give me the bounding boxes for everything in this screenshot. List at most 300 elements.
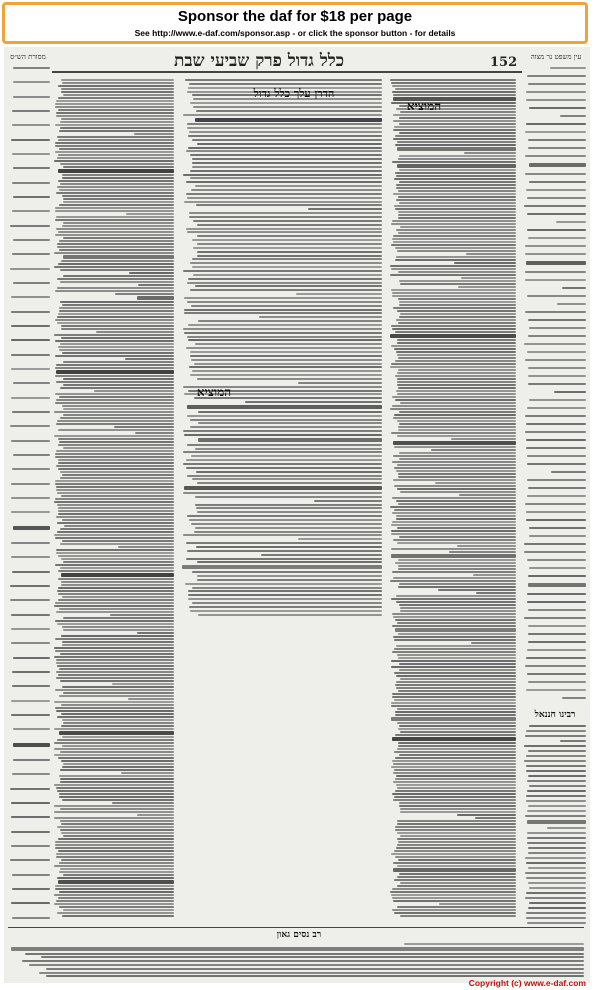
text-line xyxy=(397,823,516,825)
text-line xyxy=(12,888,50,890)
text-line xyxy=(190,355,382,357)
text-line xyxy=(525,155,586,157)
text-line xyxy=(187,282,382,284)
text-line xyxy=(392,220,516,222)
sponsor-banner-subtitle[interactable]: See http://www.e-daf.com/sponsor.asp - or click the sponsor button - for details xyxy=(134,28,456,38)
text-line xyxy=(391,325,516,327)
text-line xyxy=(528,641,586,643)
text-line xyxy=(61,325,174,327)
text-line xyxy=(526,765,586,767)
text-line xyxy=(60,343,174,345)
text-line xyxy=(185,583,382,585)
text-line xyxy=(56,115,174,117)
text-line xyxy=(55,564,174,566)
text-line xyxy=(187,415,382,417)
text-line xyxy=(396,256,516,258)
text-line xyxy=(392,396,517,398)
text-line xyxy=(12,253,50,255)
text-line xyxy=(527,197,586,199)
rashi-column xyxy=(390,79,516,919)
text-line xyxy=(399,754,516,756)
text-line xyxy=(461,277,516,279)
text-line xyxy=(528,139,586,141)
text-line xyxy=(396,601,517,603)
text-line xyxy=(55,367,174,369)
text-line xyxy=(57,790,174,792)
text-line xyxy=(112,802,174,804)
text-line xyxy=(526,261,586,265)
text-line xyxy=(58,897,174,899)
text-line xyxy=(399,663,516,665)
text-line xyxy=(55,207,174,209)
text-line xyxy=(60,387,174,389)
text-line xyxy=(57,287,174,289)
text-line xyxy=(57,492,174,494)
text-line xyxy=(187,405,382,409)
text-line xyxy=(55,142,174,144)
text-line xyxy=(526,862,586,864)
text-line xyxy=(560,115,586,117)
text-line xyxy=(60,127,174,129)
text-line xyxy=(22,960,584,962)
text-line xyxy=(525,245,586,247)
text-line xyxy=(13,526,50,530)
text-line xyxy=(59,349,174,351)
text-line xyxy=(398,357,516,359)
text-line xyxy=(59,668,174,670)
text-line xyxy=(197,482,382,484)
text-line xyxy=(58,587,174,589)
text-line xyxy=(10,859,50,861)
text-line xyxy=(11,296,50,298)
text-line xyxy=(457,814,516,816)
text-line xyxy=(11,642,50,644)
text-line xyxy=(554,391,586,393)
text-line xyxy=(63,414,174,416)
text-line xyxy=(58,555,174,557)
text-line xyxy=(198,422,382,424)
text-line xyxy=(11,845,50,847)
text-line xyxy=(10,268,50,270)
text-line xyxy=(11,700,50,702)
text-line xyxy=(390,891,516,893)
rashi-text-lines xyxy=(390,79,516,919)
text-line xyxy=(62,82,174,84)
text-line xyxy=(57,278,174,280)
text-line xyxy=(390,506,516,508)
text-line xyxy=(60,781,174,783)
text-line xyxy=(58,169,174,173)
text-line xyxy=(528,319,587,321)
text-line xyxy=(459,494,516,496)
text-line xyxy=(397,378,516,380)
text-line xyxy=(189,83,382,85)
text-line xyxy=(55,638,174,640)
text-line xyxy=(59,189,174,191)
text-line xyxy=(393,636,516,638)
text-line xyxy=(61,260,174,262)
rabbeinu-chananel-column xyxy=(524,725,586,925)
text-line xyxy=(397,876,516,878)
text-line xyxy=(55,340,174,342)
text-line xyxy=(396,681,516,683)
text-line xyxy=(56,381,174,383)
text-line xyxy=(12,468,50,470)
text-line xyxy=(63,408,174,410)
text-line xyxy=(62,745,174,747)
text-line xyxy=(55,375,174,377)
text-line xyxy=(59,307,174,309)
text-line xyxy=(57,877,174,879)
text-line xyxy=(526,795,586,797)
text-line xyxy=(186,193,382,195)
text-line xyxy=(551,471,586,473)
text-line xyxy=(12,411,50,413)
text-line xyxy=(60,808,174,810)
text-line xyxy=(393,862,516,864)
left-margin-note-lines xyxy=(10,67,50,927)
text-line xyxy=(396,390,516,392)
text-line xyxy=(13,81,50,83)
text-line xyxy=(399,123,516,125)
text-line xyxy=(394,126,516,128)
text-line xyxy=(62,177,174,179)
text-line xyxy=(526,912,586,914)
text-line xyxy=(188,598,382,600)
text-line xyxy=(58,880,174,884)
text-line xyxy=(529,163,586,167)
text-line xyxy=(56,516,174,518)
text-line xyxy=(393,539,516,541)
text-line xyxy=(54,334,174,336)
text-line xyxy=(11,802,50,804)
text-line xyxy=(60,653,174,655)
rav-nissim-gaon-lines xyxy=(8,943,584,981)
text-line xyxy=(394,485,516,487)
text-line xyxy=(392,521,516,523)
text-line xyxy=(435,482,516,484)
text-line xyxy=(397,435,516,437)
text-line xyxy=(112,683,174,685)
text-line xyxy=(58,674,174,676)
text-line xyxy=(190,351,382,353)
text-line xyxy=(396,775,516,777)
text-line xyxy=(56,662,174,664)
text-line xyxy=(12,917,50,919)
text-line xyxy=(395,375,516,377)
text-line xyxy=(395,135,516,137)
text-line xyxy=(184,312,382,314)
text-line xyxy=(526,657,586,659)
text-line xyxy=(192,602,382,604)
text-line xyxy=(12,210,50,212)
right-margin-note-lines xyxy=(524,67,586,707)
text-line xyxy=(11,902,50,904)
text-line xyxy=(392,161,516,163)
text-line xyxy=(62,174,174,176)
text-line xyxy=(193,274,382,276)
text-line xyxy=(197,561,382,563)
text-line xyxy=(527,75,586,77)
text-line xyxy=(58,231,174,233)
text-line xyxy=(393,577,516,579)
text-line xyxy=(58,510,174,512)
text-line xyxy=(397,420,516,422)
text-line xyxy=(261,554,382,556)
text-line xyxy=(192,266,382,268)
text-line xyxy=(196,471,382,473)
text-line xyxy=(528,609,586,611)
text-line xyxy=(54,894,174,896)
text-line xyxy=(439,903,516,905)
text-line xyxy=(394,414,516,416)
text-line xyxy=(393,417,516,419)
text-line xyxy=(61,88,174,90)
text-line xyxy=(41,956,584,958)
text-line xyxy=(62,596,174,598)
text-line xyxy=(528,907,586,909)
text-line xyxy=(57,322,174,324)
text-line xyxy=(13,96,50,98)
text-line xyxy=(61,573,174,577)
text-line xyxy=(188,278,382,280)
text-line xyxy=(187,231,382,233)
text-line xyxy=(183,328,382,330)
text-line xyxy=(121,772,174,774)
sponsor-banner[interactable] xyxy=(2,2,588,44)
text-line xyxy=(525,279,586,281)
text-line xyxy=(54,501,174,503)
text-line xyxy=(55,707,174,709)
text-line xyxy=(527,922,586,924)
text-line xyxy=(57,531,174,533)
text-line xyxy=(58,578,174,580)
text-line xyxy=(59,608,174,610)
text-line xyxy=(394,467,516,469)
text-line xyxy=(526,447,586,449)
text-line xyxy=(56,370,174,374)
text-line xyxy=(392,613,516,615)
text-line xyxy=(190,610,382,612)
text-line xyxy=(399,802,516,804)
text-line xyxy=(391,432,516,434)
sponsor-banner-title[interactable]: Sponsor the daf for $18 per page xyxy=(177,8,413,25)
text-line xyxy=(11,831,50,833)
text-line xyxy=(55,480,174,482)
text-line xyxy=(54,748,174,750)
text-line xyxy=(55,620,175,622)
text-line xyxy=(55,319,174,321)
text-line xyxy=(525,359,586,361)
text-line xyxy=(528,633,586,635)
text-line xyxy=(398,217,516,219)
text-line xyxy=(62,766,174,768)
right-margin-notes xyxy=(524,67,586,707)
text-line xyxy=(195,527,382,529)
text-line xyxy=(528,147,586,149)
text-line xyxy=(394,509,516,511)
tosafot-column xyxy=(54,79,174,919)
text-line xyxy=(60,778,174,780)
text-line xyxy=(63,835,174,837)
text-line xyxy=(529,887,586,889)
text-line xyxy=(528,83,586,85)
text-line xyxy=(188,324,382,326)
left-margin-notes xyxy=(10,67,50,927)
text-line xyxy=(184,434,382,436)
text-line xyxy=(391,548,516,550)
text-line xyxy=(59,793,174,795)
text-line xyxy=(399,583,516,585)
text-line xyxy=(135,432,174,434)
text-line xyxy=(184,201,382,203)
text-line xyxy=(398,426,517,428)
text-line xyxy=(189,131,382,133)
text-line xyxy=(399,452,516,454)
text-line xyxy=(392,497,516,499)
text-line xyxy=(11,497,50,499)
text-line xyxy=(394,639,516,641)
text-line xyxy=(197,579,382,581)
text-line xyxy=(63,222,174,224)
text-line xyxy=(398,745,516,747)
text-line xyxy=(11,714,50,716)
text-line xyxy=(476,592,516,594)
text-line xyxy=(391,268,516,270)
text-line xyxy=(54,656,174,658)
text-line xyxy=(392,693,516,695)
text-line xyxy=(63,201,174,203)
text-line xyxy=(10,585,50,587)
text-line xyxy=(398,298,516,300)
text-line xyxy=(60,751,174,753)
text-line xyxy=(197,235,382,237)
text-line xyxy=(395,734,516,736)
text-line xyxy=(526,519,586,521)
text-line xyxy=(393,479,516,481)
text-line xyxy=(59,695,174,697)
text-line xyxy=(398,429,516,431)
text-line xyxy=(58,593,174,595)
text-line xyxy=(10,225,50,227)
text-line xyxy=(10,425,50,427)
text-line xyxy=(400,811,516,813)
text-line xyxy=(11,483,50,485)
text-line xyxy=(391,853,516,855)
text-line xyxy=(526,892,586,894)
text-line xyxy=(125,358,174,360)
text-line xyxy=(393,94,516,96)
page-running-head: כלל גדול פרק שביעי שבת xyxy=(174,51,345,71)
text-line xyxy=(392,897,516,899)
text-line xyxy=(528,583,586,587)
text-line xyxy=(11,614,50,616)
text-line xyxy=(54,754,174,756)
text-line xyxy=(12,110,50,112)
text-line xyxy=(399,202,516,204)
text-line xyxy=(393,193,516,195)
text-line xyxy=(183,463,382,465)
text-line xyxy=(13,67,50,69)
text-line xyxy=(398,196,516,198)
text-line xyxy=(397,844,516,846)
text-line xyxy=(395,684,516,686)
text-line xyxy=(527,673,586,675)
text-line xyxy=(192,571,382,573)
text-line xyxy=(394,769,516,771)
text-line xyxy=(59,240,174,242)
text-line xyxy=(526,730,586,732)
text-line xyxy=(59,396,174,398)
text-line xyxy=(63,166,174,168)
text-line xyxy=(471,642,516,644)
text-line xyxy=(449,551,516,553)
text-line xyxy=(13,454,50,456)
text-line xyxy=(525,415,586,417)
text-line xyxy=(400,808,516,810)
text-line xyxy=(186,459,382,461)
text-line xyxy=(395,757,516,759)
copyright-notice: Copyright (c) www.e-daf.com xyxy=(468,978,586,988)
text-line xyxy=(550,67,586,69)
text-line xyxy=(58,850,174,852)
text-line xyxy=(392,888,516,890)
text-line xyxy=(399,155,517,157)
text-line xyxy=(56,399,174,401)
text-line xyxy=(64,525,174,527)
text-line xyxy=(397,354,516,356)
text-line xyxy=(399,873,516,875)
text-line xyxy=(57,522,174,524)
text-line xyxy=(397,787,516,789)
text-line xyxy=(54,742,174,744)
text-line xyxy=(39,972,584,974)
text-line xyxy=(397,141,516,143)
text-line xyxy=(398,586,516,588)
text-line xyxy=(399,169,516,171)
text-line xyxy=(399,725,516,727)
bottom-rule xyxy=(8,927,584,928)
text-line xyxy=(529,902,586,904)
text-line xyxy=(11,511,50,513)
text-line xyxy=(61,79,174,81)
text-line xyxy=(391,524,516,526)
text-line xyxy=(197,255,382,257)
text-line xyxy=(55,151,174,153)
text-line xyxy=(404,943,584,945)
text-line xyxy=(187,127,382,129)
text-line xyxy=(391,705,516,707)
text-line xyxy=(57,157,174,159)
text-line xyxy=(400,731,516,733)
text-line xyxy=(392,512,516,514)
text-line xyxy=(11,325,50,327)
text-line xyxy=(527,837,586,839)
text-line xyxy=(59,871,174,873)
text-line xyxy=(529,535,586,537)
text-line xyxy=(394,699,516,701)
text-line xyxy=(396,199,516,201)
text-line xyxy=(397,310,516,312)
text-line xyxy=(431,449,516,451)
text-line xyxy=(390,580,516,582)
text-line xyxy=(13,382,50,384)
text-line xyxy=(392,696,516,698)
text-line xyxy=(527,593,586,595)
text-line xyxy=(54,728,174,730)
text-line xyxy=(189,366,382,368)
text-line xyxy=(55,393,174,395)
